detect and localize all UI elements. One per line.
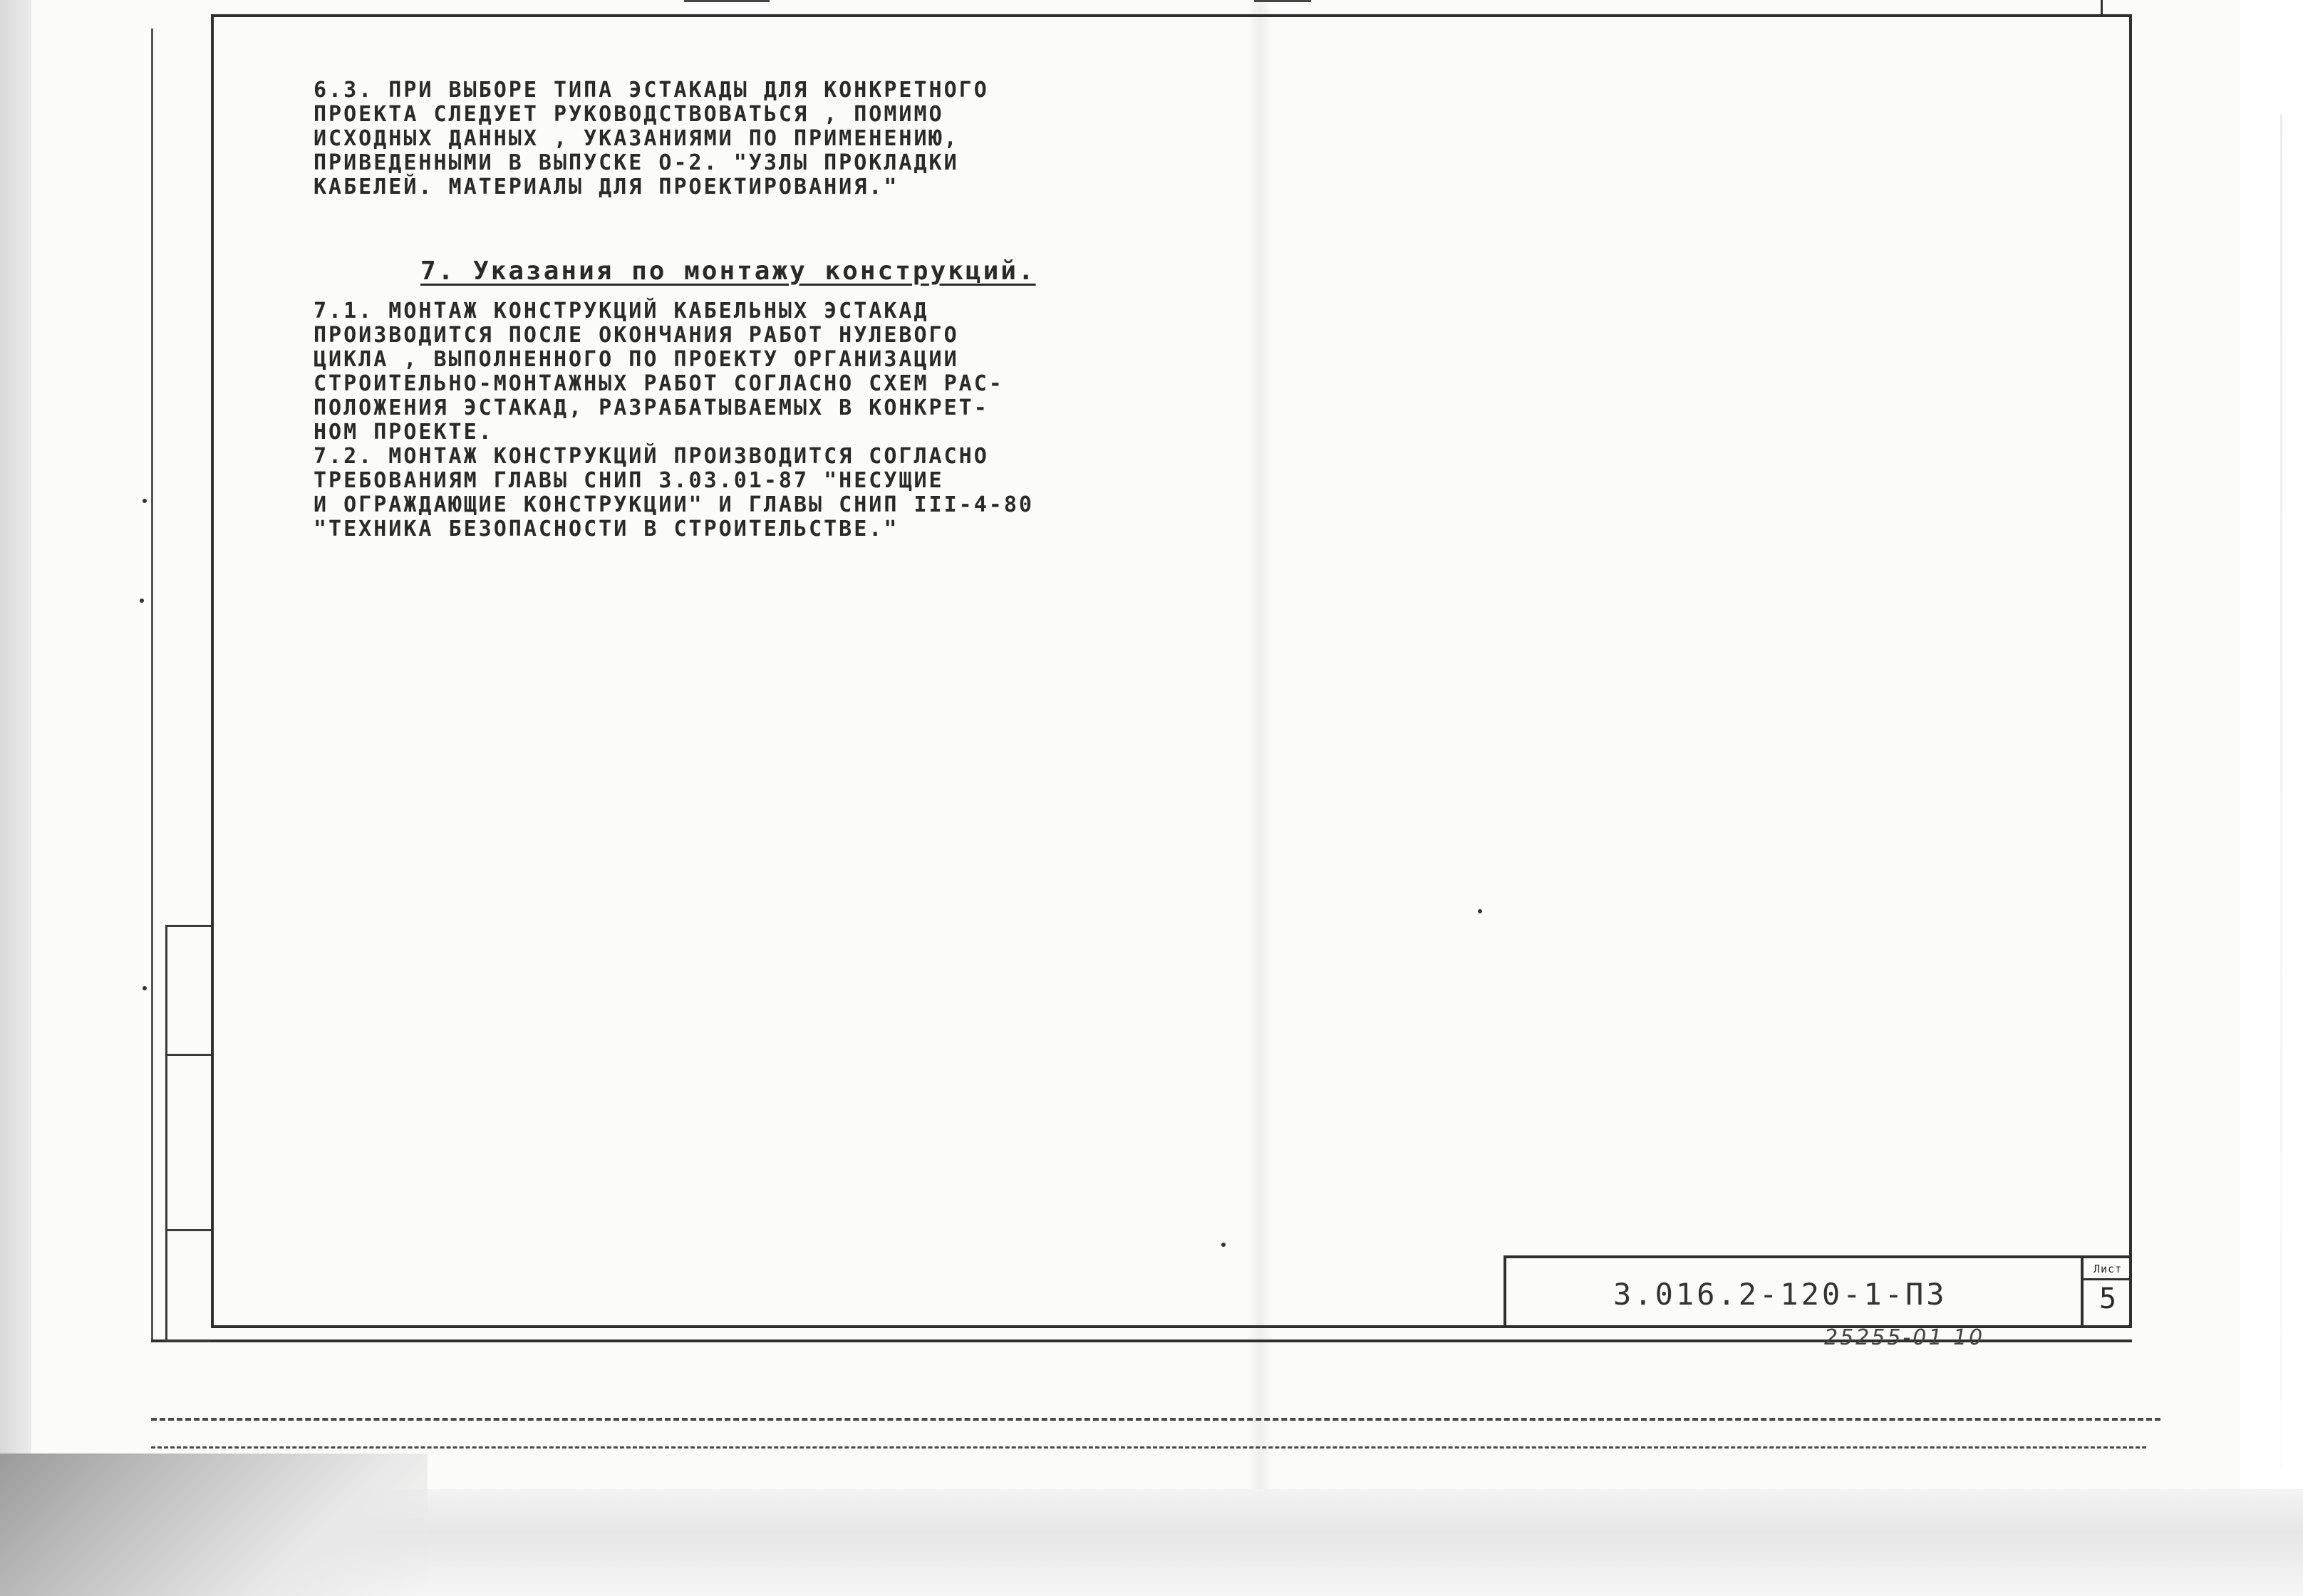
- paragraph-7-2: 7.2. МОНТАЖ КОНСТРУКЦИЙ ПРОИЗВОДИТСЯ СОГЛАСНО ТРЕБОВАНИЯМ ГЛАВЫ СНИП 3.03.01-87 "НЕСУЩИЕ И ОГРАЖДАЮЩИЕ КОНСТРУКЦИИ" И ГЛАВЫ СНИП III-4-80 "ТЕХНИКА БЕЗОПАСНОСТИ В СТРОИТЕЛЬСТВЕ.": [314, 444, 1034, 542]
- section-7-text: [314, 299, 1204, 542]
- cut-line: [151, 1418, 2160, 1421]
- archive-number: 25255-01 10: [1824, 1325, 1985, 1350]
- paragraph-6-3: 6.3. ПРИ ВЫБОРЕ ТИПА ЭСТАКАДЫ ДЛЯ КОНКРЕТНОГО ПРОЕКТА СЛЕДУЕТ РУКОВОДСТВОВАТЬСЯ , ПОМИМО ИСХОДНЫХ ДАННЫХ , УКАЗАНИЯМИ ПО ПРИМЕНЕНИЮ, ПРИВЕДЕННЫМИ В ВЫПУСКЕ О-2. "УЗЛЫ ПРОКЛАДКИ КАБЕЛЕЙ. МАТЕРИАЛЫ ДЛЯ ПРОЕКТИРОВАНИЯ.": [314, 78, 989, 200]
- top-edge-mark: [1254, 0, 1311, 2]
- top-edge-mark: [684, 0, 770, 2]
- margin-stamp-column: [165, 925, 211, 1342]
- scan-right-edge: [2280, 114, 2282, 1468]
- sheet-label: Лист: [2084, 1260, 2132, 1280]
- sheet-number: 5: [2098, 1282, 2117, 1315]
- document-code: 3.016.2-120-1-ПЗ: [1613, 1277, 1947, 1312]
- top-edge-mark: [2101, 0, 2103, 14]
- sheet-box: [2081, 1255, 2132, 1328]
- scan-left-edge: [0, 0, 31, 1596]
- punch-mark: [143, 499, 147, 503]
- cut-line: [151, 1446, 2146, 1449]
- paragraph-7-1: 7.1. МОНТАЖ КОНСТРУКЦИЙ КАБЕЛЬНЫХ ЭСТАКАД ПРОИЗВОДИТСЯ ПОСЛЕ ОКОНЧАНИЯ РАБОТ НУЛЕВОГО ЦИКЛА , ВЫПОЛНЕННОГО ПО ПРОЕКТУ ОРГАНИЗАЦИИ СТРОИТЕЛЬНО-МОНТАЖНЫХ РАБОТ СОГЛАСНО СХЕМ РАС- ПОЛОЖЕНИЯ ЭСТАКАД, РАЗРАБАТЫВАЕМЫХ В КОНКРЕТ- НОМ ПРОЕКТЕ.: [314, 299, 1004, 445]
- scan-corner-shadow: [0, 1454, 428, 1596]
- drawing-frame: [211, 14, 2132, 1328]
- title-block: [1504, 1255, 2081, 1328]
- margin-stamp-divider: [167, 1229, 211, 1231]
- section-7-heading: 7. Указания по монтажу конструкций.: [420, 256, 1036, 286]
- binding-margin-line: [151, 28, 153, 1342]
- margin-stamp-divider: [167, 1054, 211, 1056]
- section-6-text: [314, 78, 1190, 200]
- punch-mark: [1478, 909, 1482, 913]
- punch-mark: [143, 986, 147, 990]
- punch-mark: [1221, 1243, 1226, 1247]
- punch-mark: [140, 598, 144, 603]
